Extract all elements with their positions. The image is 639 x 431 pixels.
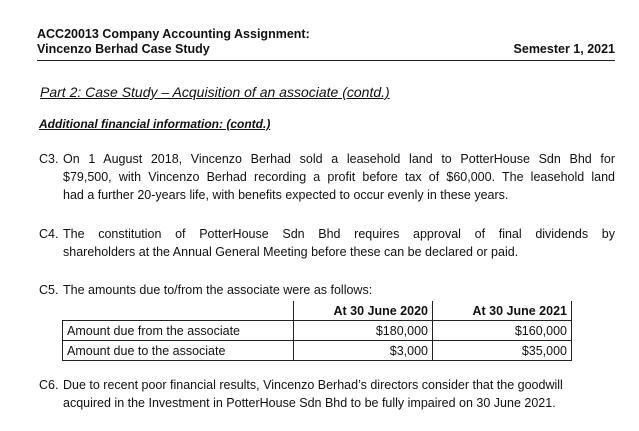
table-row [63, 321, 572, 341]
paragraph-text [63, 281, 615, 299]
paragraph-c4 [39, 225, 615, 261]
paragraph-text [63, 376, 615, 412]
table-header-blank [63, 301, 294, 321]
text-line: The constitution of PotterHouse Sdn Bhd requires approval of final dividends by [63, 227, 615, 241]
paragraph-c6 [39, 376, 615, 412]
text-line: had a further 20-years life, with benefits expected to occur evenly in these years. [63, 188, 509, 202]
table-header-2020: At 30 June 2020 [294, 301, 433, 321]
row-label: Amount due to the associate [63, 341, 294, 361]
paragraph-c3 [39, 150, 615, 204]
paragraph-text [63, 150, 615, 204]
text-line: $79,500, with Vincenzo Berhad recording a profit before tax of $60,000. The leasehold land [63, 170, 615, 184]
section-subtitle: Additional financial information: (contd.) [39, 117, 271, 131]
text-line: Due to recent poor financial results, Vincenzo Berhad’s directors consider that the goodwill [63, 378, 563, 392]
cell-2021: $35,000 [433, 341, 572, 361]
text-line: acquired in the Investment in PotterHouse Sdn Bhd to be fully impaired on 30 June 2021. [63, 396, 556, 410]
table-header-2021: At 30 June 2021 [433, 301, 572, 321]
text-line: The amounts due to/from the associate were as follows: [63, 283, 373, 297]
paragraph-text [63, 225, 615, 261]
table-row [63, 341, 572, 361]
cell-2020: $180,000 [294, 321, 433, 341]
table-header-row [63, 301, 572, 321]
part-title: Part 2: Case Study – Acquisition of an associate (contd.) [40, 84, 390, 100]
header-semester: Semester 1, 2021 [513, 42, 615, 56]
paragraph-number: C3. [39, 152, 59, 166]
text-line: shareholders at the Annual General Meeting before these can be declared or paid. [63, 245, 519, 259]
header-course-title: ACC20013 Company Accounting Assignment: [37, 27, 310, 41]
cell-2021: $160,000 [433, 321, 572, 341]
text-line: On 1 August 2018, Vincenzo Berhad sold a leasehold land to PotterHouse Sdn Bhd for [63, 152, 615, 166]
amounts-table [62, 301, 572, 361]
paragraph-number: C4. [39, 227, 59, 241]
header-case-study: Vincenzo Berhad Case Study [37, 42, 210, 56]
row-label: Amount due from the associate [63, 321, 294, 341]
paragraph-c5 [39, 281, 615, 299]
paragraph-number: C5. [39, 283, 59, 297]
cell-2020: $3,000 [294, 341, 433, 361]
header-divider [37, 60, 615, 61]
paragraph-number: C6. [39, 378, 59, 392]
